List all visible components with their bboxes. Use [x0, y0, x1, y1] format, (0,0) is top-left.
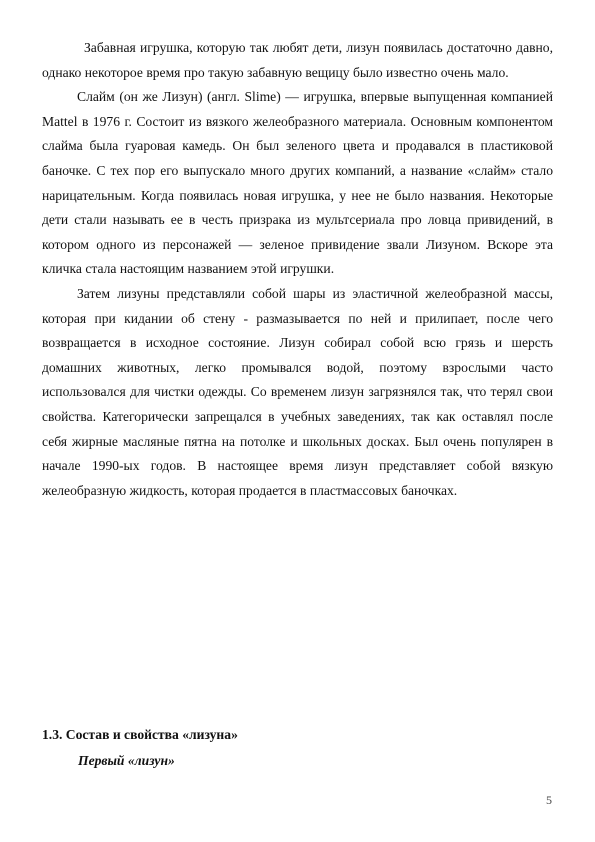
page-number: 5 — [546, 793, 552, 807]
section-heading: 1.3. Состав и свойства «лизуна» — [42, 727, 238, 742]
subheading: Первый «лизун» — [78, 753, 175, 768]
paragraph-slime-properties: Затем лизуны представляли собой шары из эластичной желеобразной массы, которая при кидании об стену - размазывается по ней и прилипает, после чего возвращается в исходное состояние. Лизун собирал собой всю грязь и шерсть домашних животных, легко промывался водой, поэтому взрослыми часто использовался для чистки одежды. Со временем лизун загрязнялся так, что терял свои свойства. Категорически запрещался в учебных заведениях, так как оставлял после себя жирные масляные пятна на потолке и школьных досках. Был очень популярен в начале 1990-ых годов. В настоящее время лизун представляет собой вязкую желеобразную жидкость, которая продается в пластмассовых баночках. — [42, 285, 553, 498]
paragraph-intro: Забавная игрушка, которую так любят дети, лизун появилась достаточно давно, однако некоторое время про такую забавную вещицу было известно очень мало. — [42, 40, 553, 80]
body-text — [42, 36, 553, 503]
paragraph-slime-history: Слайм (он же Лизун) (англ. Slime) — игрушка, впервые выпущенная компанией Mattel в 1976 г. Состоит из вязкого желеобразного материала. Основным компонентом слайма была гуаровая камедь. Он был зеленого цвета и продавался в пластиковой баночке. С тех пор его выпускало много других компаний, а название «слайм» стало нарицательным. Когда появилась новая игрушка, у нее не было названия. Некоторые дети стали называть ее в честь призрака из мультсериала про ловца привидений, в котором одного из персонажей — зеленое привидение звали Лизуном. Вскоре эта кличка стала настоящим названием этой игрушки. — [42, 89, 553, 277]
